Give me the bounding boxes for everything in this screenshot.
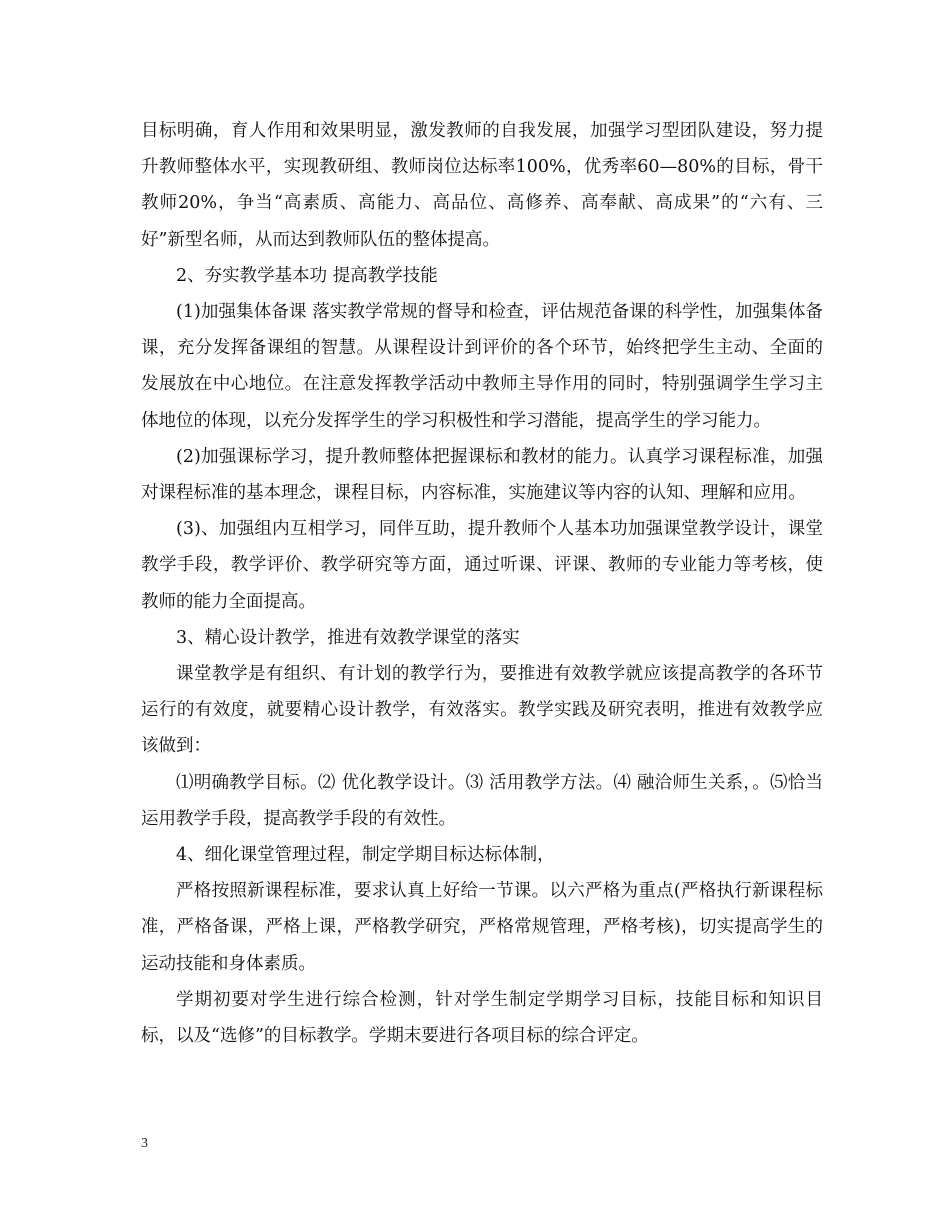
section-heading: 2、夯实教学基本功 提高教学技能	[176, 265, 438, 286]
paragraph: 目标明确，育人作用和效果明显，激发教师的自我发展，加强学习型团队建设，努力提升教师整体水平，实现教研组、教师岗位达标率100%，优秀率60—80%的目标，骨干教师20%，争当“高素质、高能力、高品位、高修养、高奉献、高成果”的“六有、三好”新型名师，从而达到教师队伍的整体提高。	[141, 121, 823, 250]
paragraph: 课堂教学是有组织、有计划的教学行为，要推进有效教学就应该提高教学的各环节运行的有效度，就要精心设计教学，有效落实。教学实践及研究表明，推进有效教学应该做到：	[141, 664, 823, 757]
paragraph: (1)加强集体备课 落实教学常规的督导和检查，评估规范备课的科学性，加强集体备课，充分发挥备课组的智慧。从课程设计到评价的各个环节，始终把学生主动、全面的发展放在中心地位。在注意发挥教学活动中教师主导作用的同时，特别强调学生学习主体地位的体现，以充分发挥学生的学习积极性和学习潜能，提高学生的学习能力。	[141, 302, 823, 431]
page-number: 3	[141, 1136, 148, 1151]
paragraph: ⑴明确教学目标。⑵ 优化教学设计。⑶ 活用教学方法。⑷ 融洽师生关系，。⑸恰当运用教学手段，提高教学手段的有效性。	[141, 772, 823, 829]
paragraph: (2)加强课标学习，提升教师整体把握课标和教材的能力。认真学习课程标准，加强对课程标准的基本理念，课程目标，内容标准，实施建议等内容的认知、理解和应用。	[141, 446, 823, 504]
paragraph: 严格按照新课程标准，要求认真上好给一节课。以六严格为重点(严格执行新课程标准，严格备课，严格上课，严格教学研究，严格常规管理，严格考核)，切实提高学生的运动技能和身体素质。	[141, 881, 823, 974]
paragraph: (3)、加强组内互相学习，同伴互助，提升教师个人基本功加强课堂教学设计，课堂教学手段，教学评价、教学研究等方面，通过听课、评课、教师的专业能力等考核，使教师的能力全面提高。	[141, 519, 823, 612]
section-heading: 4、细化课堂管理过程，制定学期目标达标体制，	[176, 845, 555, 866]
paragraph: 学期初要对学生进行综合检测，针对学生制定学期学习目标，技能目标和知识目标，以及“选修”的目标教学。学期末要进行各项目标的综合评定。	[141, 989, 823, 1047]
section-heading: 3、精心设计教学，推进有效教学课堂的落实	[176, 627, 520, 648]
page-body	[141, 113, 823, 1054]
